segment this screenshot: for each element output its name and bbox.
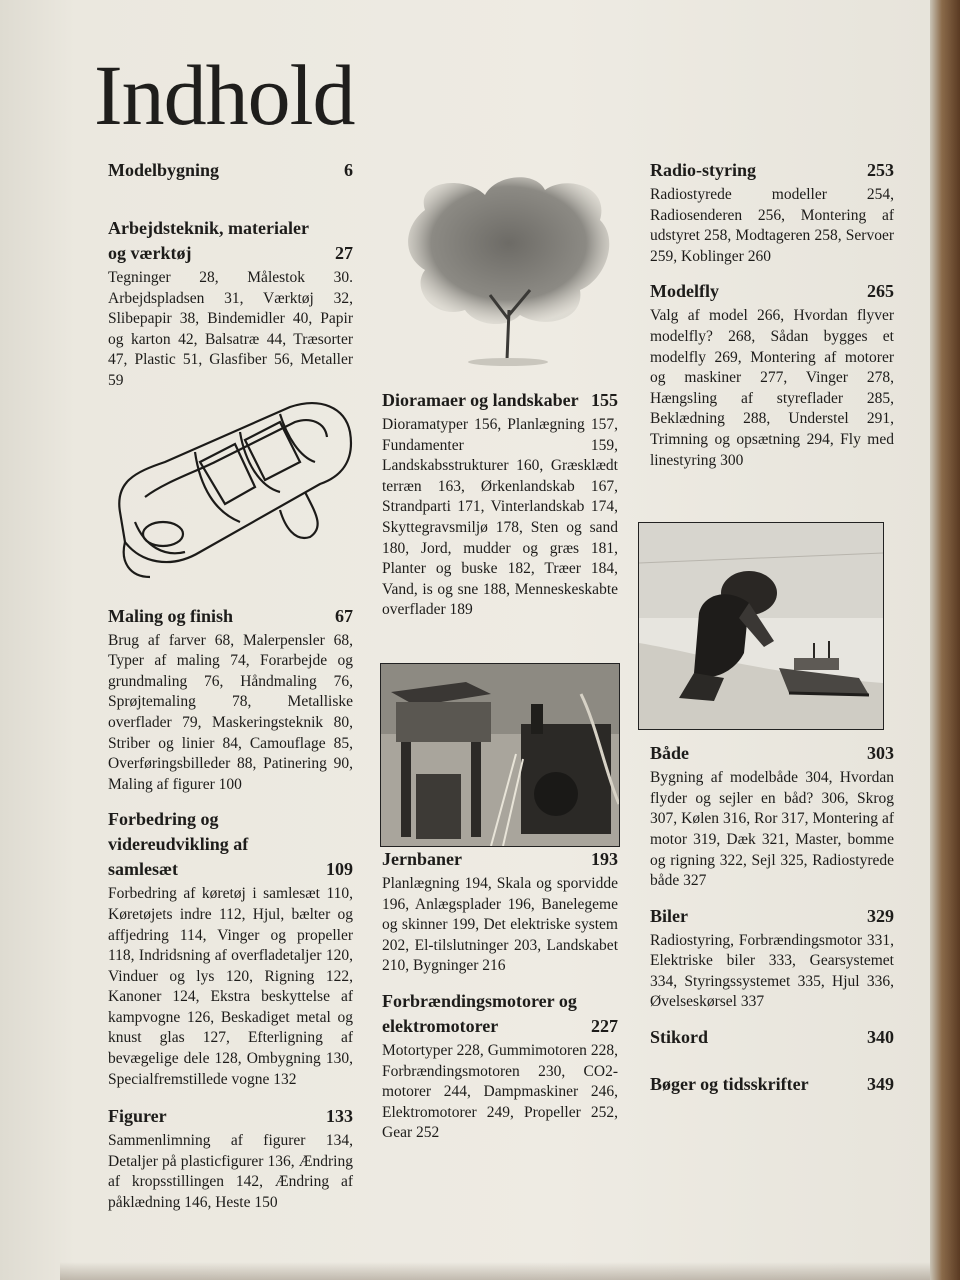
car-body-illustration xyxy=(105,392,363,592)
entry-page: 349 xyxy=(867,1074,894,1095)
entry-page: 6 xyxy=(344,160,353,180)
entry-topics: Dioramatyper 156, Planlægning 157, Fundamenter 159, Landskabsstrukturer 160, Græsklædt terræn 163, Ørkenlandskab 167, Strandparti 171, Vinterlandskab 174, Skyttegravsmiljø 178, Sten og sand 180, Jord, mudder og græs 181, Planter og buske 182, Træer 184, Vand, is og sne 188, Menneskeskabte overflader 189 xyxy=(382,416,618,619)
entry-heading: Jernbaner xyxy=(382,848,462,869)
toc-entry xyxy=(650,279,894,471)
entry-heading: Både xyxy=(650,743,690,764)
boat-photo xyxy=(638,522,884,730)
page-shadow xyxy=(60,1262,930,1280)
entry-heading: Forbedring og videreudvikling af samlesæt xyxy=(108,809,249,880)
entry-page: 67 xyxy=(335,605,353,626)
entry-page: 253 xyxy=(867,160,894,180)
book-edge xyxy=(930,0,960,1280)
entry-page: 155 xyxy=(591,390,618,410)
entry-topics: Radiostyrede modeller 254, Radiosenderen 256, Montering af udstyret 258, Modtageren 258, Servoer 259, Koblinger 260 xyxy=(650,186,894,265)
entry-heading: Biler xyxy=(650,905,688,926)
entry-topics: Sammenlimning af figurer 134, Detaljer på plasticfigurer 136, Ændring af kropsstillingen 142, Ændring af påklædning 146, Heste 150 xyxy=(108,1132,353,1212)
toc-entry xyxy=(650,1072,894,1097)
entry-heading: Figurer xyxy=(108,1106,167,1127)
toc-entry xyxy=(382,388,618,621)
entry-heading: Dioramaer og landskaber xyxy=(382,390,579,410)
tree-illustration xyxy=(395,170,625,370)
entry-heading: Arbejdsteknik, materialer og værktøj xyxy=(108,218,309,263)
entry-heading: Modelfly xyxy=(650,281,719,302)
entry-topics: Radiostyring, Forbrændingsmotor 331, Elektriske biler 333, Gearsystemet 334, Styringssystemet 335, Hjul 336, Øvelseskørsel 337 xyxy=(650,931,894,1011)
entry-page: 227 xyxy=(591,1015,618,1036)
toc-entry xyxy=(650,1025,894,1050)
entry-heading: Radio-styring xyxy=(650,160,757,180)
entry-page: 265 xyxy=(867,281,894,302)
toc-entry xyxy=(382,989,618,1144)
entry-topics: Motortyper 228, Gummimotoren 228, Forbrændingsmotoren 230, CO2-motorer 244, Dampmaskiner 246, Elektromotorer 249, Propeller 252, Gear 252 xyxy=(382,1041,618,1142)
entry-topics: Valg af model 266, Hvordan flyver modelfly? 268, Sådan bygges et modelfly 269, Montering af motorer og maskiner 277, Vinger 278, Hængsling af styreflader 285, Beklædning 288, Understel 291, Trimning og opsætning 294, Fly med linestyring 300 xyxy=(650,307,894,469)
entry-topics: Brug af farver 68, Malerpensler 68, Typer af maling 74, Forarbejde og grundmaling 76, Håndmaling 76, Sprøjtemaling 78, Metalliske overflader 79, Maskeringsteknik 80, Striber og linier 84, Camouflage 85, Overføringsbilleder 88, Patinering 90, Maling af figurer 100 xyxy=(108,631,353,793)
entry-topics: Planlægning 194, Skala og sporvidde 196, Anlægsplader 196, Banelegeme og skinner 199, Det elektriske system 202, El-tilslutninger 203, Landskabet 210, Bygninger 216 xyxy=(382,874,618,975)
entry-heading: Maling og finish xyxy=(108,605,234,626)
entry-heading: Bøger og tidsskrifter xyxy=(650,1074,809,1095)
toc-entry xyxy=(650,741,894,892)
entry-page: 109 xyxy=(326,859,353,880)
entry-topics: Forbedring af køretøj i samlesæt 110, Køretøjets indre 112, Hjul, bælter og affjedring 114, Vinger og propeller 118, Indridsning af overfladetaljer 120, Vinduer og lys 120, Rigning 122, Kanoner 124, Ekstra beskyttelse af kampvogne 126, Beskadiget metal og knust glas 127, Efterligning af bevægelige dele 128, Ombygning 130, Specialfremstillede vogne 132 xyxy=(108,885,353,1088)
entry-topics: Bygning af modelbåde 304, Hvordan flyder og sejler en båd? 306, Skrog 307, Kølen 316, Ror 317, Montering af motor 319, Dæk 321, Master, bomme og rigning 322, Sejl 325, Radiostyrede både 327 xyxy=(650,769,894,890)
toc-column-1 xyxy=(108,158,353,1214)
toc-entry xyxy=(108,604,353,796)
entry-page: 303 xyxy=(867,743,894,764)
entry-page: 133 xyxy=(326,1106,353,1127)
railway-photo xyxy=(380,663,620,847)
entry-page: 340 xyxy=(867,1027,894,1048)
toc-entry xyxy=(108,1104,353,1213)
toc-entry xyxy=(382,847,618,977)
entry-page: 193 xyxy=(591,848,618,869)
toc-entry xyxy=(108,216,353,392)
toc-entry xyxy=(108,807,353,1090)
toc-entry xyxy=(108,158,353,183)
toc-entry xyxy=(650,158,894,267)
entry-heading: Modelbygning xyxy=(108,160,220,180)
entry-heading: Forbrændingsmotorer og elektromotorer xyxy=(382,990,577,1036)
page-title: Indhold xyxy=(94,47,355,143)
toc-entry xyxy=(650,904,894,1013)
entry-topics: Tegninger 28, Målestok 30. Arbejdspladsen 31, Værktøj 32, Slibepapir 38, Bindemidler 40, Papir og karton 42, Balsatræ 44, Træsorter 47, Plastic 51, Glasfiber 56, Metaller 59 xyxy=(108,269,353,389)
entry-page: 27 xyxy=(335,243,353,263)
entry-page: 329 xyxy=(867,905,894,926)
entry-heading: Stikord xyxy=(650,1027,709,1048)
